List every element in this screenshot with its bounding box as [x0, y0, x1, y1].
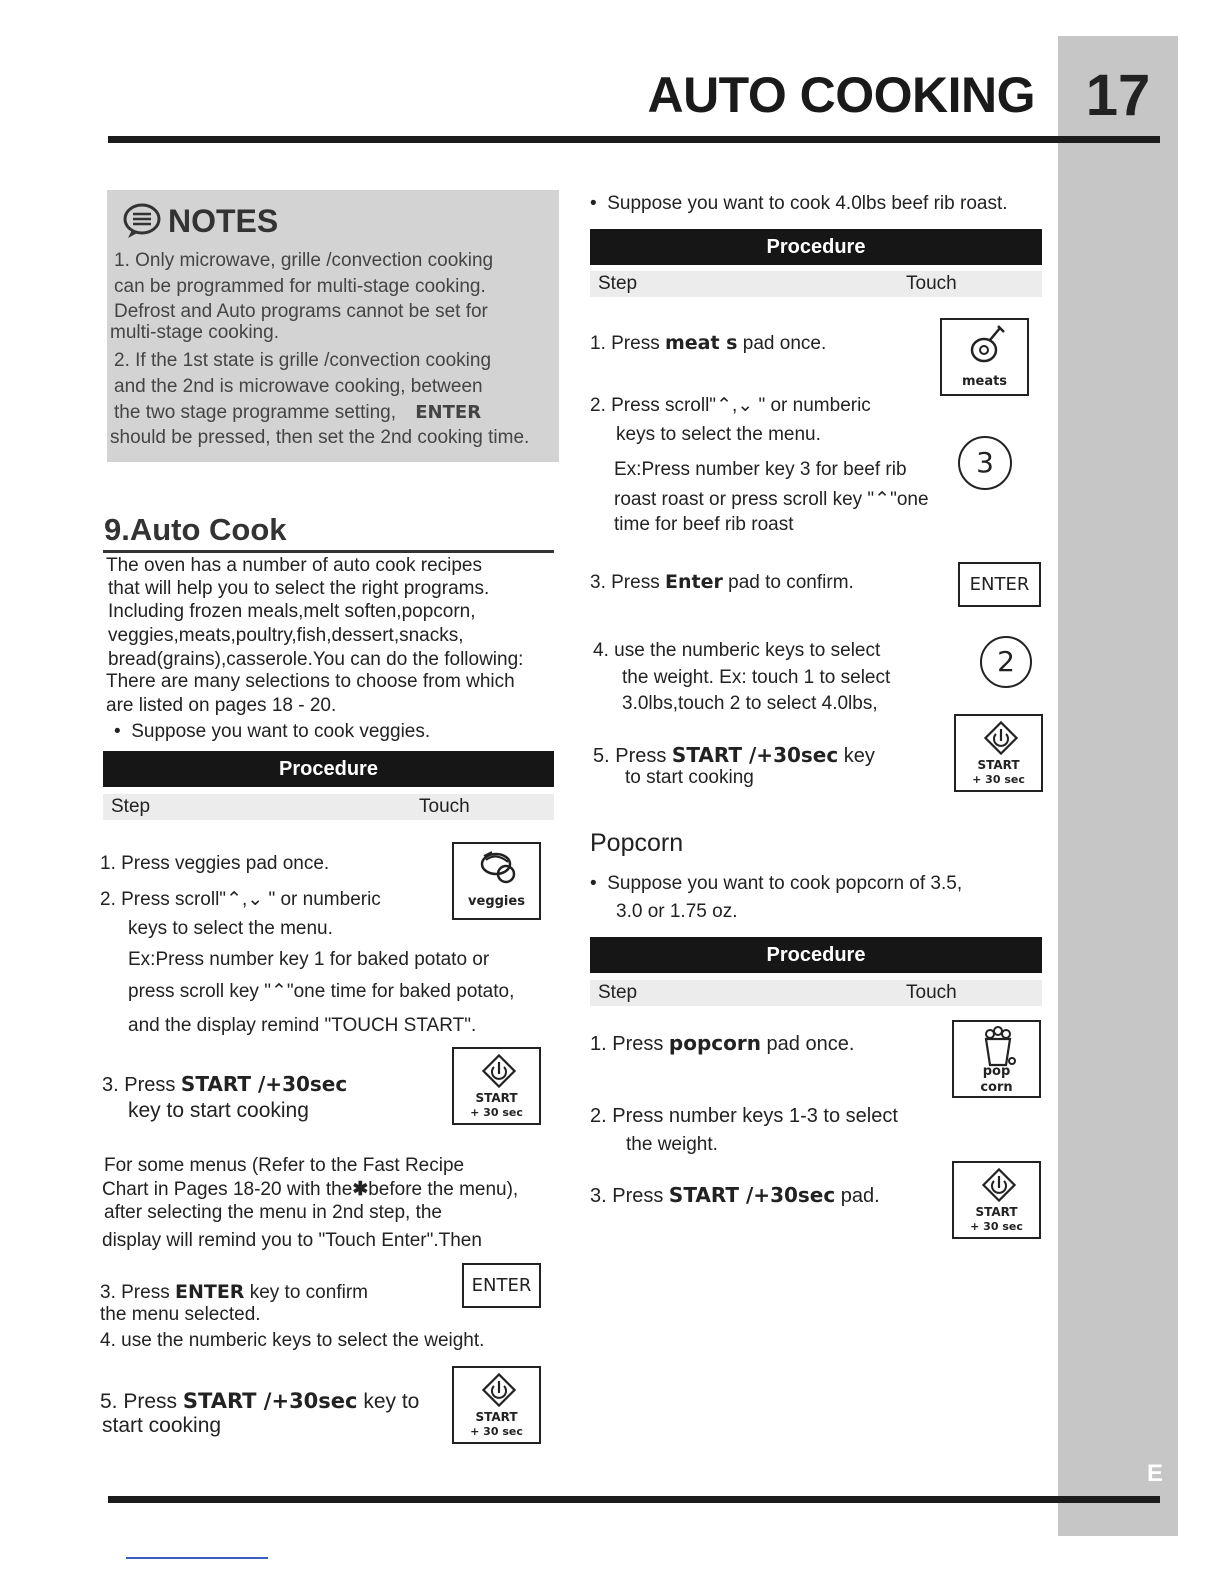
- touch-label: Touch: [906, 273, 957, 294]
- step-text: 2. Press scroll": [590, 395, 717, 416]
- intro-line: The oven has a number of auto cook recipes: [106, 555, 483, 576]
- popcorn-key[interactable]: [952, 1020, 1041, 1098]
- popcorn-heading: Popcorn: [590, 829, 684, 857]
- start-key-label: START: [975, 1205, 1018, 1219]
- step-text: 1. Press: [590, 1033, 669, 1055]
- bullet-item: [114, 721, 430, 743]
- step-3: [102, 1072, 347, 1097]
- note-line: Defrost and Auto programs cannot be set for: [114, 301, 488, 322]
- scroll-up-icon: ⌃: [270, 981, 287, 1002]
- page-title: AUTO COOKING: [647, 67, 1035, 123]
- step-3-enter: [100, 1281, 368, 1304]
- extra-text: Chart in Pages 18-20 with the: [102, 1179, 353, 1200]
- step-text: 5. Press: [100, 1390, 183, 1413]
- step-1: [590, 1031, 854, 1056]
- start-icon: [482, 1373, 516, 1407]
- note-line: should be pressed, then set the 2nd cooking time.: [110, 427, 530, 448]
- intro-line: are listed on pages 18 - 20.: [106, 695, 337, 716]
- step-text: 3. Press: [590, 572, 665, 593]
- step-touch-header: [103, 794, 554, 820]
- step-text: 3. Press: [100, 1282, 175, 1303]
- step-5-cont: start cooking: [102, 1414, 222, 1437]
- start-key[interactable]: [452, 1047, 541, 1125]
- step-3-enter-cont: the menu selected.: [100, 1304, 261, 1325]
- intro-line: bread(grains),casserole.You can do the following:: [108, 649, 524, 670]
- start-word: START /+30sec: [182, 1389, 358, 1413]
- step-5: [100, 1389, 419, 1414]
- procedure-bar: Procedure: [103, 751, 554, 787]
- step-2-example: Ex:Press number key 3 for beef rib: [614, 459, 907, 480]
- bullet-text: Suppose you want to cook veggies.: [131, 721, 431, 742]
- step-text: pad once.: [737, 333, 827, 354]
- note-text: the two stage programme setting,: [114, 402, 396, 423]
- note-line: can be programmed for multi-stage cooking.: [114, 276, 486, 297]
- bottom-link-line: [126, 1557, 268, 1559]
- intro-line: that will help you to select the right programs.: [108, 578, 490, 599]
- step-label: Step: [598, 273, 638, 294]
- touch-label: Touch: [419, 796, 470, 817]
- extra-line: display will remind you to "Touch Enter".Then: [102, 1230, 482, 1251]
- step-text: pad to confirm.: [722, 572, 854, 593]
- enter-key[interactable]: ENTER: [958, 562, 1041, 607]
- note-line: 2. If the 1st state is grille /convection cooking: [114, 350, 492, 371]
- start-icon: [482, 1054, 516, 1088]
- step-text: key to confirm: [244, 1282, 368, 1303]
- step-text: press scroll key ": [128, 981, 271, 1002]
- meats-key[interactable]: [940, 318, 1029, 396]
- step-text: 3. Press: [102, 1074, 181, 1096]
- step-text: 5. Press: [593, 745, 672, 767]
- step-text: roast roast or press scroll key ": [614, 489, 875, 510]
- meats-word: meat s: [664, 332, 738, 354]
- step-touch-header: [590, 271, 1042, 297]
- notes-icon: [122, 202, 162, 240]
- notes-heading: [122, 202, 278, 240]
- intro-line: There are many selections to choose from which: [106, 671, 515, 692]
- start-icon: [982, 1168, 1016, 1202]
- step-2-example: [128, 980, 514, 1003]
- step-text: " or numberic: [753, 395, 871, 416]
- start-key[interactable]: [952, 1161, 1041, 1239]
- section-rule: [103, 550, 554, 553]
- bullet-item: [590, 873, 962, 895]
- start-word: START /+30sec: [180, 1072, 348, 1096]
- asterisk-icon: ✱: [352, 1179, 369, 1200]
- step-text: 2. Press scroll": [100, 889, 227, 910]
- scroll-symbols: ⌃,⌄: [716, 395, 754, 416]
- extra-text: before the menu),: [368, 1179, 519, 1200]
- scroll-up-icon: ⌃: [874, 489, 891, 510]
- start-word: START /+30sec: [668, 1183, 836, 1207]
- intro-line: Including frozen meals,melt soften,popcorn,: [108, 601, 476, 622]
- popcorn-icon: [980, 1025, 1018, 1067]
- step-2-cont: the weight.: [626, 1134, 718, 1155]
- page-number: 17: [1085, 63, 1151, 128]
- section-heading: 9.Auto Cook: [104, 512, 287, 547]
- start-word: START /+30sec: [671, 743, 839, 767]
- bottom-rule: [108, 1496, 1160, 1503]
- enter-word: ENTER: [174, 1281, 245, 1303]
- step-2: [590, 394, 871, 417]
- step-4: 4. use the numberic keys to select the weight.: [100, 1330, 485, 1351]
- step-2-cont: keys to select the menu.: [616, 424, 821, 445]
- touch-label: Touch: [906, 982, 957, 1003]
- step-2-example: time for beef rib roast: [614, 514, 794, 535]
- number-key-2[interactable]: 2: [980, 636, 1032, 688]
- popcorn-word: popcorn: [668, 1031, 761, 1055]
- enter-word: Enter: [664, 571, 723, 593]
- bullet-dot: •: [590, 873, 608, 894]
- step-touch-header: [590, 980, 1042, 1006]
- step-text: "one: [890, 489, 929, 510]
- step-text: key to: [357, 1390, 420, 1413]
- step-text: veggies pad once.: [169, 853, 330, 874]
- bullet-item: [590, 193, 1008, 215]
- step-1: [100, 853, 329, 875]
- step-label: Step: [598, 982, 638, 1003]
- enter-word: ENTER: [415, 402, 482, 423]
- number-key-3[interactable]: 3: [958, 436, 1012, 490]
- step-text: 1. Press: [590, 333, 665, 354]
- start-key-sub: + 30 sec: [970, 1220, 1023, 1233]
- bullet-text: Suppose you want to cook popcorn of 3.5,: [607, 873, 963, 894]
- intro-line: veggies,meats,poultry,fish,dessert,snacks,: [108, 625, 464, 646]
- note-line: 1. Only microwave, grille /convection cooking: [114, 250, 494, 271]
- extra-line: [102, 1178, 518, 1201]
- step-label: Step: [111, 796, 151, 817]
- step-text: " or numberic: [263, 889, 381, 910]
- note-line: [114, 402, 481, 424]
- extra-line: after selecting the menu in 2nd step, the: [104, 1202, 442, 1223]
- step-3: [590, 571, 854, 594]
- note-line: and the 2nd is microwave cooking, between: [114, 376, 483, 397]
- bullet-dot: •: [114, 721, 132, 742]
- step-4: 4. use the numberic keys to select: [593, 640, 881, 661]
- start-key-label: START: [475, 1091, 518, 1105]
- notes-title: NOTES: [168, 202, 279, 239]
- step-4-cont: the weight. Ex: touch 1 to select: [622, 667, 891, 688]
- start-icon: [984, 721, 1018, 755]
- note-line: multi-stage cooking.: [110, 322, 279, 343]
- step-text: 3. Press: [590, 1185, 669, 1207]
- step-2-example: [614, 488, 929, 511]
- step-2-cont: keys to select the menu.: [128, 918, 333, 939]
- step-text: pad.: [835, 1185, 880, 1207]
- procedure-bar: Procedure: [590, 937, 1042, 973]
- side-tab-strip: [1058, 36, 1178, 1536]
- popcorn-key-label: pop: [982, 1064, 1011, 1079]
- step-text: pad once.: [761, 1033, 855, 1055]
- meats-key-label: meats: [961, 374, 1008, 389]
- start-key-sub: + 30 sec: [972, 773, 1025, 786]
- start-key[interactable]: [452, 1366, 541, 1444]
- step-3-cont: key to start cooking: [128, 1099, 309, 1122]
- step-5-cont: to start cooking: [625, 767, 754, 788]
- top-rule: [108, 136, 1160, 143]
- extra-line: For some menus (Refer to the Fast Recipe: [104, 1155, 465, 1176]
- meats-icon: [966, 324, 1008, 366]
- step-2: 2. Press number keys 1-3 to select: [590, 1105, 898, 1127]
- procedure-bar: Procedure: [590, 229, 1042, 265]
- veggies-key[interactable]: [452, 842, 541, 920]
- scroll-symbols: ⌃,⌄: [226, 889, 264, 910]
- veggies-icon: [478, 848, 520, 888]
- step-2-example: Ex:Press number key 1 for baked potato or: [128, 949, 490, 970]
- bullet-cont: 3.0 or 1.75 oz.: [616, 901, 738, 922]
- step-4-cont: 3.0lbs,touch 2 to select 4.0lbs,: [622, 693, 878, 714]
- step-5: [593, 743, 875, 768]
- language-letter: E: [1146, 1460, 1163, 1487]
- step-2: [100, 888, 381, 911]
- start-key-label: START: [475, 1410, 518, 1424]
- bullet-text: Suppose you want to cook 4.0lbs beef rib roast.: [607, 193, 1008, 214]
- enter-key[interactable]: ENTER: [462, 1263, 541, 1308]
- veggies-key-label: veggies: [468, 894, 525, 909]
- step-text: 1. Press: [100, 853, 170, 874]
- start-key-sub: + 30 sec: [470, 1106, 523, 1119]
- start-key-sub: + 30 sec: [470, 1425, 523, 1438]
- step-2-example: and the display remind "TOUCH START".: [128, 1015, 477, 1036]
- start-key-label: START: [977, 758, 1020, 772]
- step-3: [590, 1183, 880, 1208]
- step-text: key: [838, 745, 875, 767]
- start-key[interactable]: [954, 714, 1043, 792]
- step-1: [590, 332, 826, 355]
- popcorn-key-label: corn: [980, 1080, 1013, 1095]
- step-text: "one time for baked potato,: [286, 981, 515, 1002]
- bullet-dot: •: [590, 193, 608, 214]
